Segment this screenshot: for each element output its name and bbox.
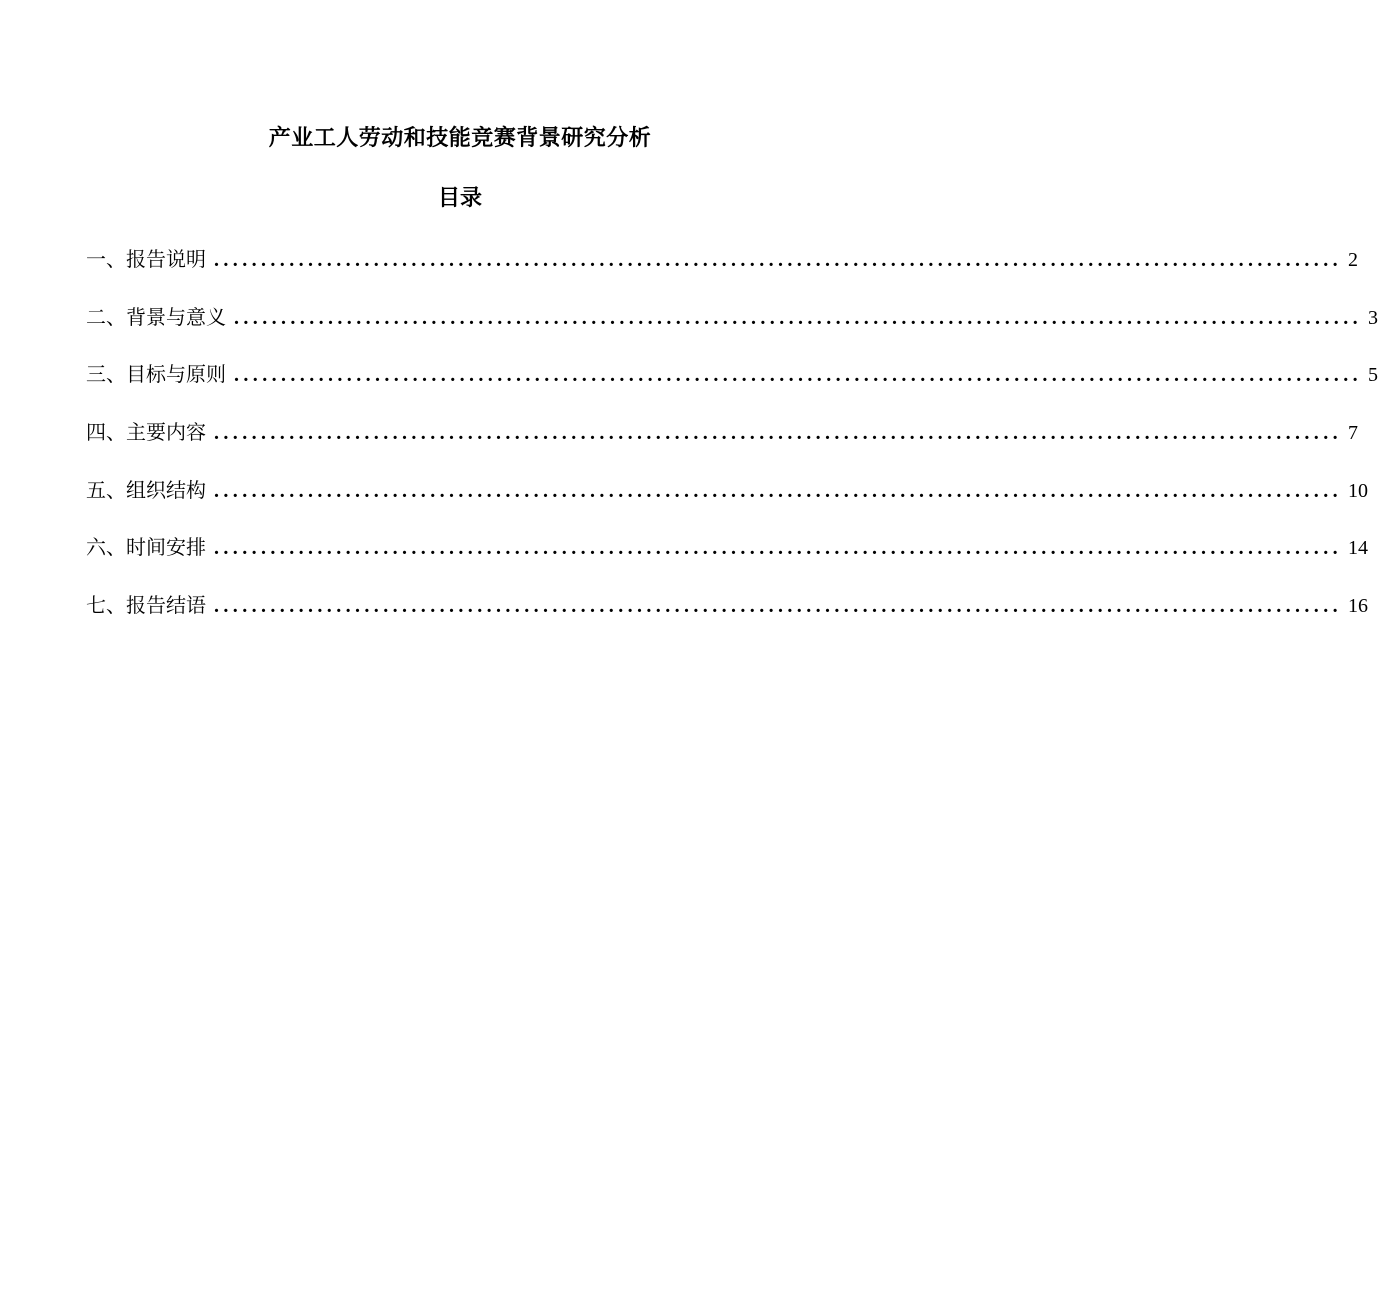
toc-leader-dots: ........................................................................................................................ [234, 364, 1362, 387]
toc-heading: 目录 [437, 186, 482, 211]
table-of-contents [86, 242, 1378, 646]
toc-entry[interactable] [86, 300, 1378, 358]
toc-entry[interactable] [86, 242, 1358, 300]
toc-entry[interactable] [86, 530, 1368, 588]
toc-entry-page: 16 [1348, 595, 1368, 618]
toc-leader-dots: ........................................................................................................................ [214, 537, 1342, 560]
toc-leader-dots: ........................................................................................................................ [214, 595, 1342, 618]
toc-entry-label: 一、报告说明 [86, 247, 206, 271]
toc-leader-dots: ........................................................................................................................ [234, 306, 1362, 329]
toc-entry[interactable] [86, 588, 1368, 646]
toc-entry-page: 3 [1368, 306, 1378, 329]
toc-entry-label: 七、报告结语 [86, 593, 206, 618]
toc-entry-page: 14 [1348, 537, 1368, 560]
toc-entry-page: 5 [1368, 364, 1378, 387]
toc-entry-label: 六、时间安排 [86, 535, 206, 560]
toc-entry-page: 10 [1348, 479, 1368, 502]
toc-entry[interactable] [86, 473, 1368, 531]
toc-leader-dots: ........................................................................................................................ [214, 249, 1342, 271]
toc-entry-page: 2 [1348, 249, 1358, 271]
toc-leader-dots: ........................................................................................................................ [214, 479, 1342, 502]
toc-entry-label: 四、主要内容 [86, 420, 206, 445]
toc-entry-label: 二、背景与意义 [86, 304, 226, 329]
document-title: 产业工人劳动和技能竞赛背景研究分析 [268, 126, 652, 151]
toc-entry-page: 7 [1348, 422, 1358, 445]
toc-entry-label: 五、组织结构 [86, 477, 206, 502]
toc-leader-dots: ........................................................................................................................ [214, 422, 1342, 445]
toc-entry[interactable] [86, 415, 1358, 473]
toc-entry[interactable] [86, 357, 1378, 415]
toc-entry-label: 三、目标与原则 [86, 362, 226, 387]
